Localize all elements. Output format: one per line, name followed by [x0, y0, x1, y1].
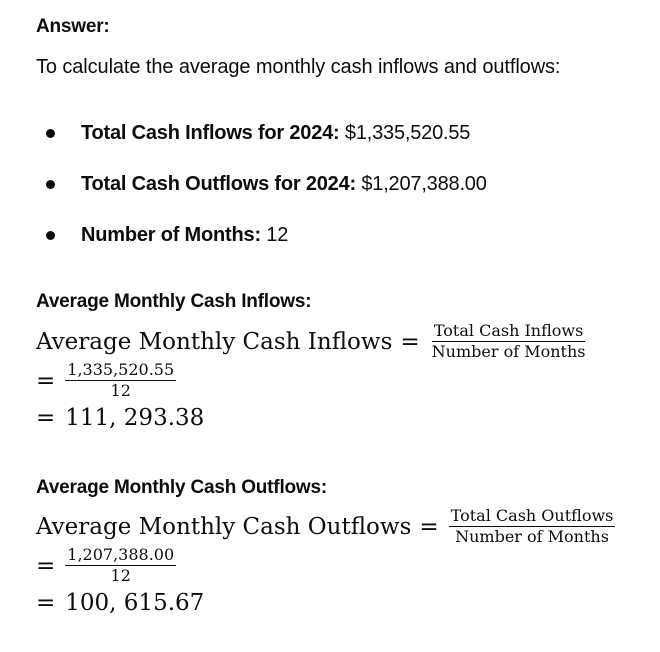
inflows-substitution — [36, 361, 176, 400]
fraction-numerator: Total Cash Outflows — [450, 506, 614, 525]
outflows-heading: Average Monthly Cash Outflows: — [36, 477, 327, 498]
bullet-label: Total Cash Outflows for 2024: — [81, 173, 356, 195]
substitution-fraction — [65, 361, 176, 400]
result-value: 111, 293.38 — [65, 405, 205, 431]
fraction-denominator: 12 — [110, 381, 131, 400]
equals-sign: = — [36, 367, 56, 394]
outflows-formula — [36, 507, 615, 546]
formula-fraction — [449, 507, 616, 546]
fraction-denominator: Number of Months — [455, 527, 609, 546]
inflows-result — [36, 405, 204, 431]
fraction-denominator: Number of Months — [431, 342, 586, 361]
fraction-numerator: 1,335,520.55 — [67, 360, 175, 379]
bullet-value: $1,335,520.55 — [344, 122, 471, 144]
equals-sign: = — [419, 513, 439, 540]
bullet-dot — [46, 180, 55, 189]
inflows-heading: Average Monthly Cash Inflows: — [36, 291, 312, 312]
fraction-numerator: 1,207,388.00 — [67, 545, 175, 564]
list-item-total-inflows — [36, 122, 616, 148]
result-value: 100, 615.67 — [65, 590, 205, 616]
list-item-number-of-months — [36, 224, 616, 250]
fraction-denominator: 12 — [110, 566, 131, 585]
answer-content — [36, 0, 660, 652]
equals-sign: = — [36, 590, 56, 616]
formula-lhs: Average Monthly Cash Outflows — [36, 513, 412, 540]
substitution-fraction — [65, 546, 176, 585]
list-item-total-outflows — [36, 173, 616, 199]
outflows-result — [36, 590, 204, 616]
formula-fraction — [430, 322, 588, 361]
inflows-formula — [36, 322, 588, 361]
answer-heading: Answer: — [36, 16, 110, 37]
bullet-label: Total Cash Inflows for 2024: — [81, 122, 340, 144]
bullet-dot — [46, 129, 55, 138]
bullet-value: $1,207,388.00 — [361, 173, 487, 195]
bullet-dot — [46, 231, 55, 240]
bullet-label: Number of Months: — [81, 224, 261, 246]
formula-lhs: Average Monthly Cash Inflows — [36, 328, 393, 355]
intro-text: To calculate the average monthly cash inflows and outflows: — [36, 56, 561, 78]
equals-sign: = — [36, 405, 56, 431]
outflows-substitution — [36, 546, 176, 585]
equals-sign: = — [400, 328, 420, 355]
bullet-value: 12 — [266, 224, 289, 246]
equals-sign: = — [36, 552, 56, 579]
fraction-numerator: Total Cash Inflows — [433, 321, 584, 340]
